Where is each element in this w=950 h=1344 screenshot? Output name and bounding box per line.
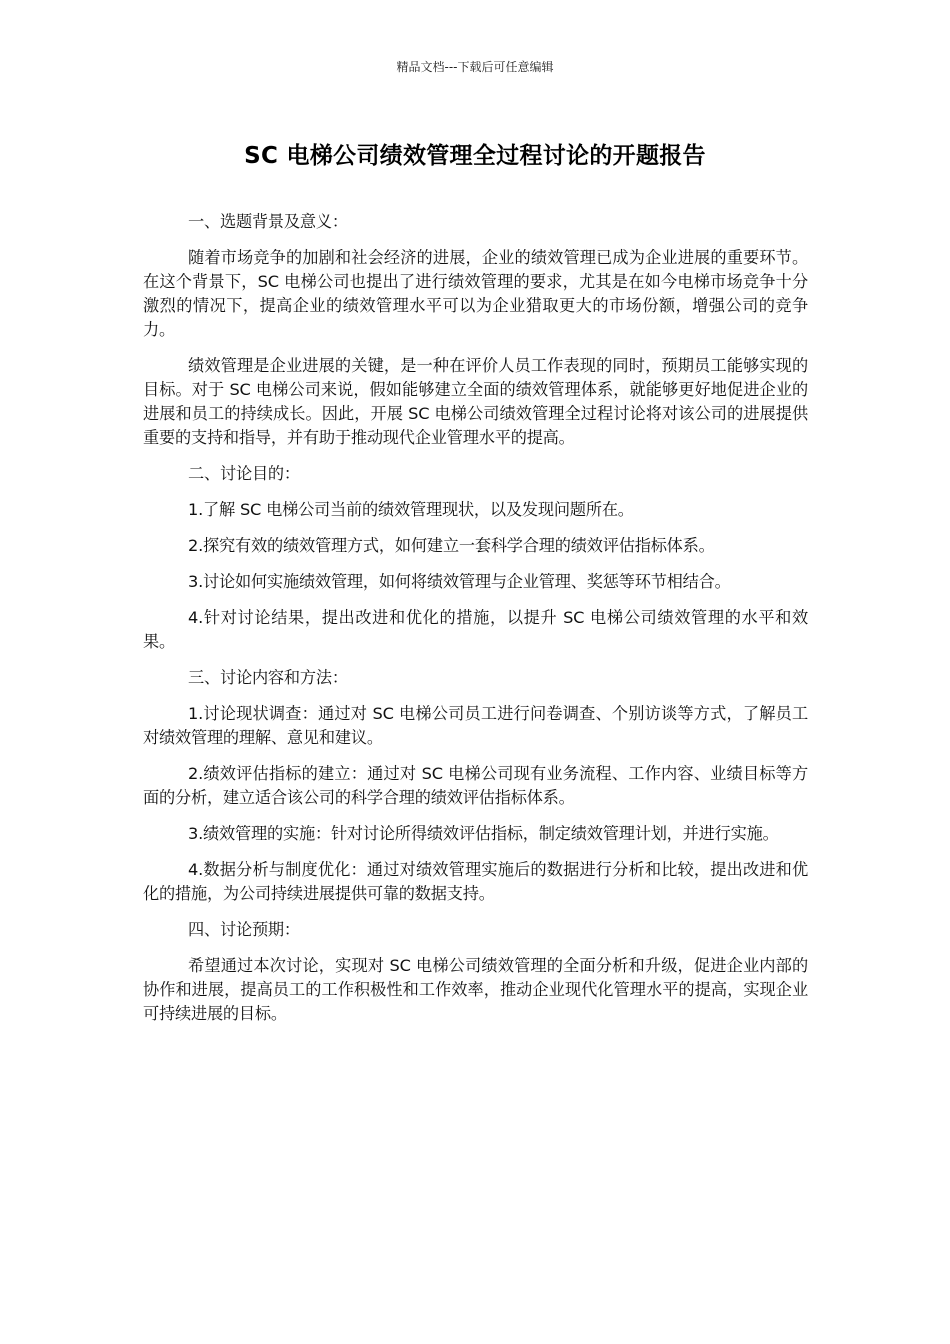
document-body bbox=[143, 210, 808, 1038]
paragraph-background-2: 绩效管理是企业进展的关键，是一种在评价人员工作表现的同时，预期员工能够实现的目标。对于 SC 电梯公司来说，假如能够建立全面的绩效管理体系，就能够更好地促进企业的进展和员工的持续成长。因此，开展 SC 电梯公司绩效管理全过程讨论将对该公司的进展提供重要的支持和指导，并有助于推动现代企业管理水平的提高。 bbox=[143, 356, 808, 447]
section-heading-expectation: 四、讨论预期： bbox=[188, 920, 300, 939]
purpose-item-2: 2.探究有效的绩效管理方式，如何建立一套科学合理的绩效评估指标体系。 bbox=[188, 536, 715, 555]
document-title: SC 电梯公司绩效管理全过程讨论的开题报告 bbox=[244, 143, 706, 169]
section-heading-background: 一、选题背景及意义： bbox=[188, 212, 348, 231]
purpose-item-1: 1.了解 SC 电梯公司当前的绩效管理现状，以及发现问题所在。 bbox=[188, 500, 634, 519]
paragraph-expectation: 希望通过本次讨论，实现对 SC 电梯公司绩效管理的全面分析和升级，促进企业内部的协作和进展，提高员工的工作积极性和工作效率，推动企业现代化管理水平的提高，实现企业可持续进展的目标。 bbox=[143, 956, 808, 1023]
paragraph-background-1: 随着市场竞争的加剧和社会经济的进展，企业的绩效管理已成为企业进展的重要环节。在这个背景下，SC 电梯公司也提出了进行绩效管理的要求，尤其是在如今电梯市场竞争十分激烈的情况下，提高企业的绩效管理水平可以为企业猎取更大的市场份额，增强公司的竞争力。 bbox=[143, 248, 808, 339]
section-heading-content-methods: 三、讨论内容和方法： bbox=[188, 668, 348, 687]
section-heading-purpose: 二、讨论目的： bbox=[188, 464, 300, 483]
method-item-4: 4.数据分析与制度优化：通过对绩效管理实施后的数据进行分析和比较，提出改进和优化的措施，为公司持续进展提供可靠的数据支持。 bbox=[143, 860, 808, 903]
header-note: 精品文档---下载后可任意编辑 bbox=[396, 60, 554, 74]
method-item-2: 2.绩效评估指标的建立：通过对 SC 电梯公司现有业务流程、工作内容、业绩目标等方面的分析，建立适合该公司的科学合理的绩效评估指标体系。 bbox=[143, 764, 808, 807]
purpose-item-3: 3.讨论如何实施绩效管理，如何将绩效管理与企业管理、奖惩等环节相结合。 bbox=[188, 572, 731, 591]
method-item-1: 1.讨论现状调查：通过对 SC 电梯公司员工进行问卷调查、个别访谈等方式，了解员工对绩效管理的理解、意见和建议。 bbox=[143, 704, 808, 747]
purpose-item-4: 4.针对讨论结果，提出改进和优化的措施，以提升 SC 电梯公司绩效管理的水平和效果。 bbox=[143, 608, 808, 651]
method-item-3: 3.绩效管理的实施：针对讨论所得绩效评估指标，制定绩效管理计划，并进行实施。 bbox=[188, 824, 779, 843]
